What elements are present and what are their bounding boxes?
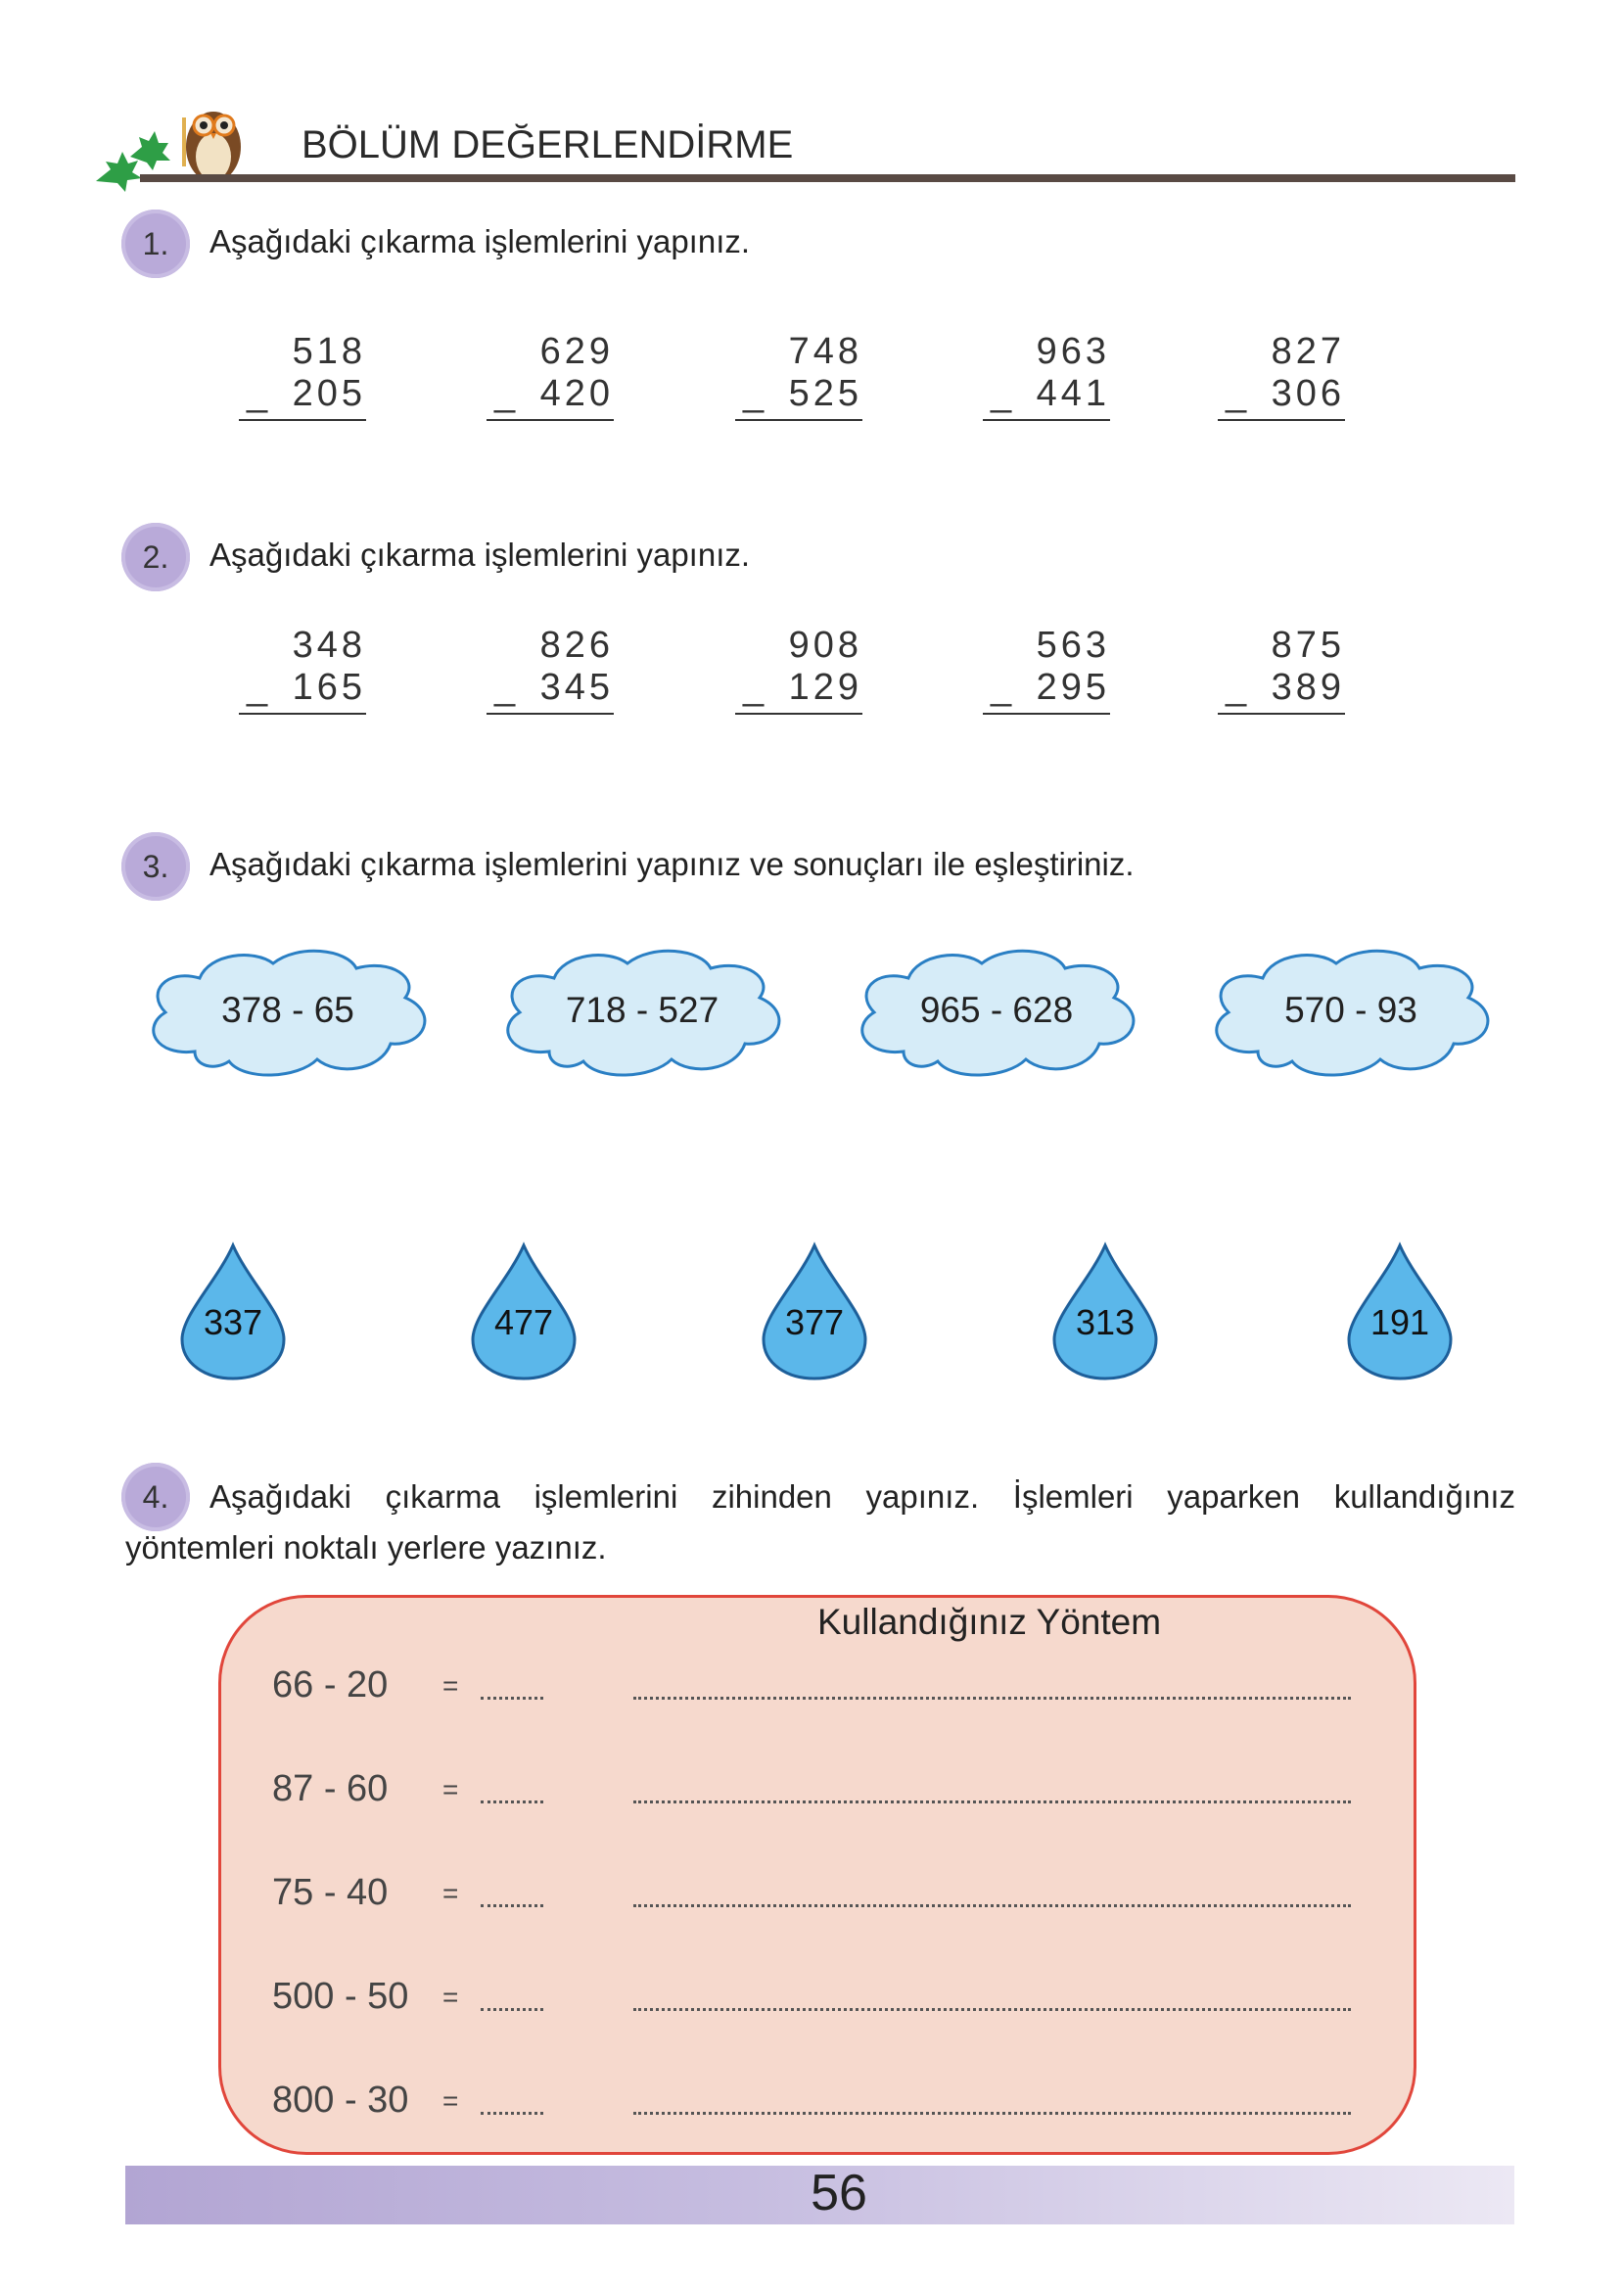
- minus-sign: _: [743, 373, 768, 414]
- minus-sign: _: [1226, 373, 1251, 414]
- header-divider: [140, 174, 1515, 182]
- minuend: 875: [1271, 625, 1345, 666]
- method-blank[interactable]: [633, 2112, 1351, 2115]
- answer-drop[interactable]: [1050, 1241, 1160, 1383]
- drop-value: 313: [1075, 1302, 1136, 1342]
- expression-cloud[interactable]: [845, 934, 1148, 1086]
- answer-blank[interactable]: [481, 1800, 543, 1803]
- answer-drop[interactable]: [760, 1241, 869, 1383]
- minus-sign: _: [494, 667, 520, 708]
- subtraction-problem: [1218, 331, 1345, 421]
- subtrahend: 295: [1036, 667, 1110, 708]
- question-4-text-line1: Aşağıdaki çıkarma işlemlerini zihinden yapınız. İşlemleri yaparken kullandığınız: [209, 1478, 1515, 1515]
- minuend: 748: [788, 331, 862, 372]
- question-number-badge: 4.: [121, 1463, 190, 1531]
- minus-sign: _: [247, 373, 272, 414]
- subtrahend: 420: [539, 373, 614, 414]
- method-blank[interactable]: [633, 1800, 1351, 1803]
- answer-blank[interactable]: [481, 2008, 543, 2011]
- minuend: 908: [788, 625, 862, 666]
- answer-drop[interactable]: [1345, 1241, 1455, 1383]
- answer-line[interactable]: [983, 419, 1110, 421]
- equals-sign: =: [442, 2085, 459, 2116]
- section-title: BÖLÜM DEĞERLENDİRME: [302, 123, 794, 166]
- minus-sign: _: [247, 667, 272, 708]
- question-number-badge: 1.: [121, 210, 190, 278]
- method-blank[interactable]: [633, 2008, 1351, 2011]
- answer-line[interactable]: [1218, 419, 1345, 421]
- subtrahend: 525: [788, 373, 862, 414]
- subtrahend: 129: [788, 667, 862, 708]
- answer-line[interactable]: [239, 419, 366, 421]
- expression-cloud[interactable]: [1199, 934, 1503, 1086]
- expression: 800 - 30: [272, 2080, 409, 2121]
- drop-value: 377: [784, 1302, 845, 1342]
- question-4-text-line2: yöntemleri noktalı yerlere yazınız.: [125, 1529, 607, 1566]
- subtraction-problem: [487, 625, 614, 715]
- subtrahend: 389: [1271, 667, 1345, 708]
- minuend: 518: [292, 331, 366, 372]
- subtrahend: 441: [1036, 373, 1110, 414]
- method-heading: Kullandığınız Yöntem: [817, 1602, 1162, 1642]
- answer-line[interactable]: [735, 419, 862, 421]
- answer-line[interactable]: [983, 713, 1110, 715]
- answer-blank[interactable]: [481, 1904, 543, 1907]
- minus-sign: _: [743, 667, 768, 708]
- question-2-text: Aşağıdaki çıkarma işlemlerini yapınız.: [209, 537, 751, 573]
- answer-line[interactable]: [487, 713, 614, 715]
- answer-blank[interactable]: [481, 1697, 543, 1700]
- subtraction-problem: [735, 331, 862, 421]
- subtraction-problem: [239, 331, 366, 421]
- equals-sign: =: [442, 1774, 459, 1804]
- minuend: 827: [1271, 331, 1345, 372]
- question-number-badge: 2.: [121, 523, 190, 591]
- equals-sign: =: [442, 1982, 459, 2012]
- equals-sign: =: [442, 1878, 459, 1908]
- expression: 87 - 60: [272, 1768, 389, 1809]
- minuend: 629: [539, 331, 614, 372]
- minuend: 563: [1036, 625, 1110, 666]
- cloud-expression: 965 - 628: [919, 989, 1074, 1030]
- expression-cloud[interactable]: [490, 934, 794, 1086]
- answer-line[interactable]: [487, 419, 614, 421]
- answer-drop[interactable]: [469, 1241, 579, 1383]
- subtraction-problem: [983, 625, 1110, 715]
- page-number: 56: [811, 2165, 867, 2221]
- expression: 66 - 20: [272, 1664, 389, 1706]
- answer-line[interactable]: [735, 713, 862, 715]
- subtrahend: 345: [539, 667, 614, 708]
- minus-sign: _: [1226, 667, 1251, 708]
- expression-cloud[interactable]: [136, 934, 440, 1086]
- subtraction-problem: [1218, 625, 1345, 715]
- answer-line[interactable]: [1218, 713, 1345, 715]
- subtrahend: 306: [1271, 373, 1345, 414]
- minuend: 826: [539, 625, 614, 666]
- answer-drop[interactable]: [178, 1241, 288, 1383]
- subtraction-problem: [983, 331, 1110, 421]
- question-3-text: Aşağıdaki çıkarma işlemlerini yapınız ve sonuçları ile eşleştiriniz.: [209, 846, 1135, 882]
- answer-line[interactable]: [239, 713, 366, 715]
- cloud-expression: 718 - 527: [565, 989, 719, 1030]
- subtrahend: 205: [292, 373, 366, 414]
- expression: 500 - 50: [272, 1976, 409, 2017]
- drop-value: 477: [493, 1302, 554, 1342]
- method-blank[interactable]: [633, 1904, 1351, 1907]
- cloud-expression: 570 - 93: [1284, 989, 1417, 1030]
- equals-sign: =: [442, 1670, 459, 1701]
- drop-value: 337: [203, 1302, 263, 1342]
- drop-value: 191: [1369, 1302, 1430, 1342]
- subtraction-problem: [487, 331, 614, 421]
- mental-math-box: [218, 1595, 1416, 2155]
- subtraction-problem: [735, 625, 862, 715]
- method-blank[interactable]: [633, 1697, 1351, 1700]
- minus-sign: _: [494, 373, 520, 414]
- minus-sign: _: [991, 667, 1016, 708]
- minuend: 348: [292, 625, 366, 666]
- cloud-expression: 378 - 65: [221, 989, 354, 1030]
- question-number-badge: 3.: [121, 832, 190, 901]
- expression: 75 - 40: [272, 1872, 389, 1913]
- minus-sign: _: [991, 373, 1016, 414]
- question-1-text: Aşağıdaki çıkarma işlemlerini yapınız.: [209, 223, 751, 259]
- minuend: 963: [1036, 331, 1110, 372]
- answer-blank[interactable]: [481, 2112, 543, 2115]
- subtrahend: 165: [292, 667, 366, 708]
- subtraction-problem: [239, 625, 366, 715]
